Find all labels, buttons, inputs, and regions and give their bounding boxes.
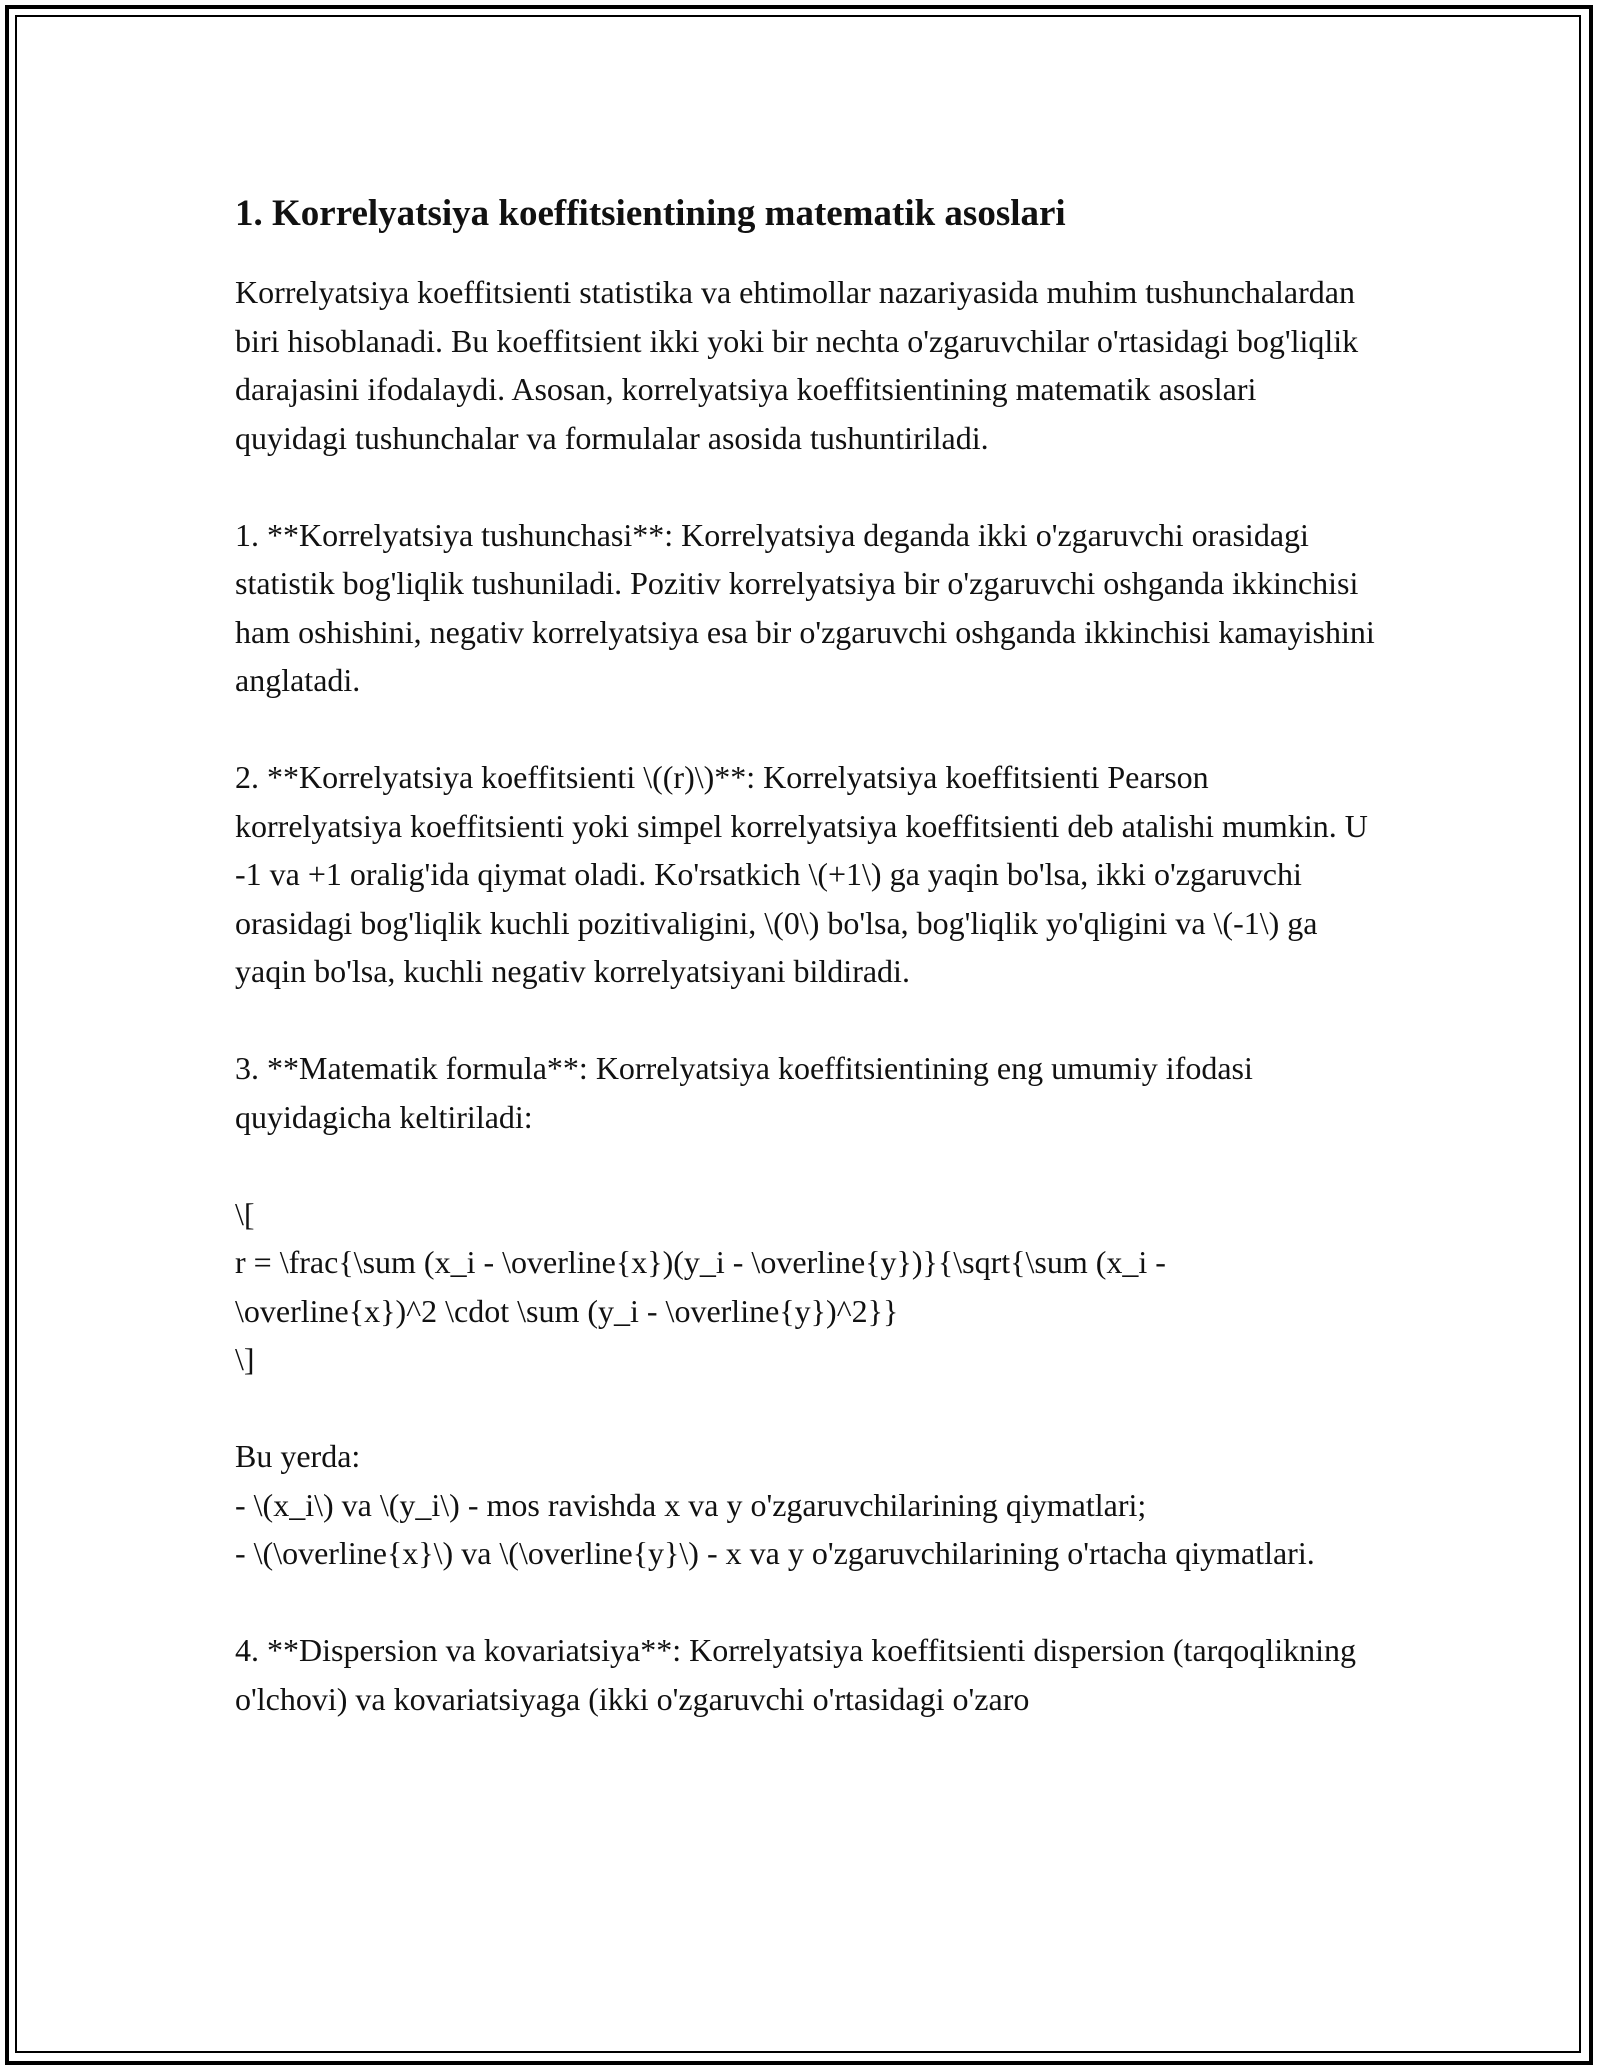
item-2-paragraph: 2. **Korrelyatsiya koeffitsienti \((r)\)**: Korrelyatsiya koeffitsienti Pearson korrelyatsiya koeffitsienti yoki simpel korrelyatsiya koeffitsienti deb atalishi mumkin. U -1 va +1 oralig'ida qiymat oladi. Ko'rsatkich \(+1\) ga yaqin bo'lsa, ikki o'zgaruvchi orasidagi bog'liqlik kuchli pozitivaligini, \(0\) bo'lsa, bog'liqlik yo'qligini va \(-1\) ga yaqin bo'lsa, kuchli negativ korrelyatsiyani bildiradi. [235,759,1376,989]
where-line-1: - \(x_i\) va \(y_i\) - mos ravishda x va y o'zgaruvchilarining qiymatlari; [235,1486,1147,1523]
paragraph-spacer [235,1141,1375,1190]
formula-body: r = \frac{\sum (x_i - \overline{x})(y_i - \overline{y})}{\sqrt{\sum (x_i - \overline{x})^2 \cdot \sum (y_i - \overline{y})^2}} [235,1244,1174,1329]
item-3-paragraph: 3. **Matematik formula**: Korrelyatsiya koeffitsientining eng umumiy ifodasi quyidagicha keltiriladi: [235,1050,1261,1135]
formula-close: \] [235,1341,255,1377]
paragraph-spacer [235,1578,1375,1627]
where-label: Bu yerda: [235,1438,361,1474]
document-body [235,188,1383,1723]
formula-open: \[ [235,1195,255,1232]
paragraph-spacer [235,462,1375,511]
item-4-paragraph: 4. **Dispersion va kovariatsiya**: Korrelyatsiya koeffitsienti dispersion (tarqoqlikning o'lchovi) va kovariatsiyaga (ikki o'zgaruvchi o'rtasidagi o'zaro [235,1632,1364,1717]
where-line-2: - \(\overline{x}\) va \(\overline{y}\) - x va y o'zgaruvchilarining o'rtacha qiymatlari. [235,1535,1315,1571]
paragraph-spacer [235,996,1375,1045]
paragraph-spacer [235,1384,1375,1433]
item-1-paragraph: 1. **Korrelyatsiya tushunchasi**: Korrelyatsiya deganda ikki o'zgaruvchi orasidagi statistik bog'liqlik tushuniladi. Pozitiv korrelyatsiya bir o'zgaruvchi oshganda ikkinchisi ham oshishini, negativ korrelyatsiya esa bir o'zgaruvchi oshganda ikkinchisi kamayishini anglatadi. [235,516,1383,698]
intro-paragraph: Korrelyatsiya koeffitsienti statistika va ehtimollar nazariyasida muhim tushunchalardan biri hisoblanadi. Bu koeffitsient ikki yoki bir nechta o'zgaruvchilar o'rtasidagi bog'liqlik darajasini ifodalaydi. Asosan, korrelyatsiya koeffitsientining matematik asoslari quyidagi tushunchalar va formulalar asosida tushuntiriladi. [235,274,1367,456]
section-heading: 1. Korrelyatsiya koeffitsientining matematik asoslari [235,193,1066,234]
paragraph-spacer [235,705,1375,754]
